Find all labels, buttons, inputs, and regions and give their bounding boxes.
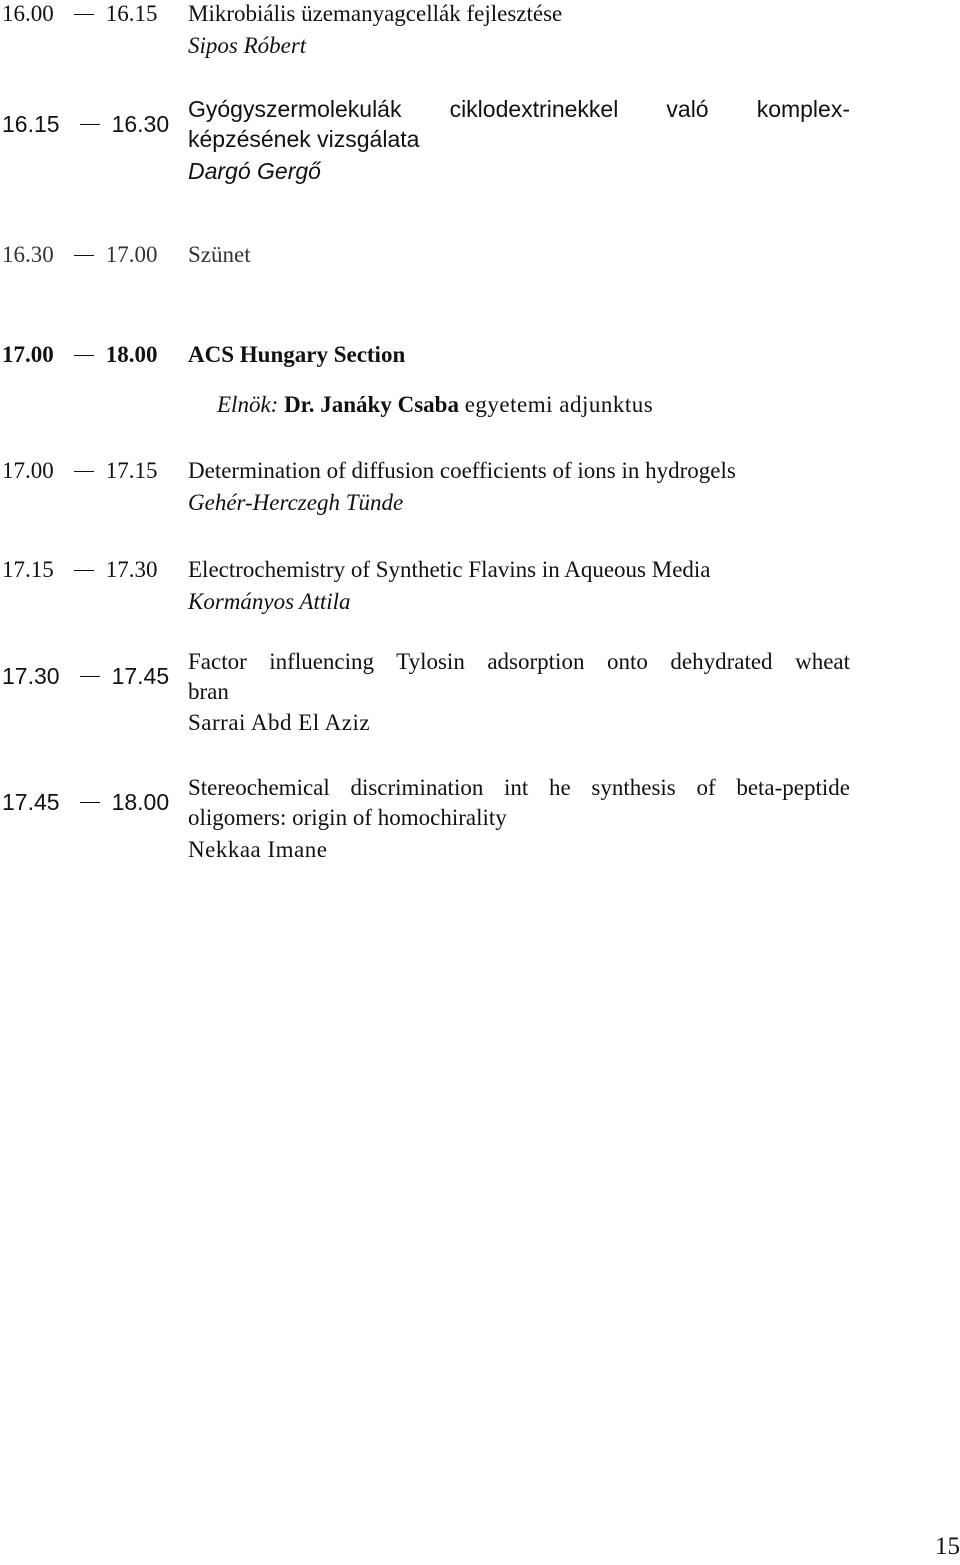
start-time: 16.15 <box>2 111 60 137</box>
session-author: Kormányos Attila <box>188 589 351 614</box>
time-range <box>2 558 158 581</box>
session-author: Gehér-Herczegh Tünde <box>188 490 404 515</box>
time-range <box>2 113 169 136</box>
page-number: 15 <box>935 1533 960 1560</box>
start-time: 17.00 <box>2 458 54 483</box>
chair-label: Elnök: <box>217 392 279 417</box>
session-title: Determination of diffusion coefficients of ions in hydrogels <box>188 458 736 483</box>
dash <box>80 676 100 677</box>
start-time: 16.00 <box>2 1 54 26</box>
session-title: Szünet <box>188 242 251 267</box>
session-title: Mikrobiális üzemanyagcellák fejlesztése <box>188 1 563 26</box>
end-time: 16.15 <box>105 1 158 26</box>
start-time: 17.00 <box>2 342 54 367</box>
time-range <box>2 2 158 25</box>
session-author: Sipos Róbert <box>188 33 307 58</box>
time-range <box>2 243 158 266</box>
time-range <box>2 665 169 688</box>
end-time: 17.30 <box>105 557 158 582</box>
time-range <box>2 459 158 482</box>
chair-name: Dr. Janáky Csaba <box>284 392 459 417</box>
dash <box>74 14 94 15</box>
session-title: Electrochemistry of Synthetic Flavins in Aqueous Media <box>188 557 711 582</box>
session-title-cont: oligomers: origin of homochirality <box>188 805 507 830</box>
dash <box>80 124 100 125</box>
time-range <box>2 343 158 366</box>
time-range <box>2 791 169 814</box>
chair-line <box>217 393 653 416</box>
start-time: 17.30 <box>2 663 60 689</box>
start-time: 16.30 <box>2 242 54 267</box>
session-title: Gyógyszermolekulák ciklodextrinekkel való komplex- <box>188 96 850 122</box>
end-time: 17.45 <box>111 663 170 689</box>
session-author: Sarrai Abd El Aziz <box>188 710 371 735</box>
dash <box>74 355 94 356</box>
start-time: 17.45 <box>2 789 60 815</box>
dash <box>80 802 100 803</box>
session-title: Stereochemical discrimination int he synthesis of beta-peptide <box>188 775 850 800</box>
end-time: 16.30 <box>111 111 170 137</box>
end-time: 17.00 <box>105 242 158 267</box>
dash <box>74 570 94 571</box>
chair-role: egyetemi adjunktus <box>464 392 654 417</box>
start-time: 17.15 <box>2 557 54 582</box>
session-author: Nekkaa Imane <box>188 837 328 862</box>
session-title: Factor influencing Tylosin adsorption onto dehydrated wheat <box>188 649 850 674</box>
session-title-cont: képzésének vizsgálata <box>188 126 420 152</box>
dash <box>74 471 94 472</box>
end-time: 17.15 <box>105 458 158 483</box>
dash <box>74 255 94 256</box>
end-time: 18.00 <box>111 789 170 815</box>
session-title-cont: bran <box>188 679 229 704</box>
section-title: ACS Hungary Section <box>188 342 406 367</box>
session-author: Dargó Gergő <box>188 158 321 184</box>
end-time: 18.00 <box>105 342 158 367</box>
